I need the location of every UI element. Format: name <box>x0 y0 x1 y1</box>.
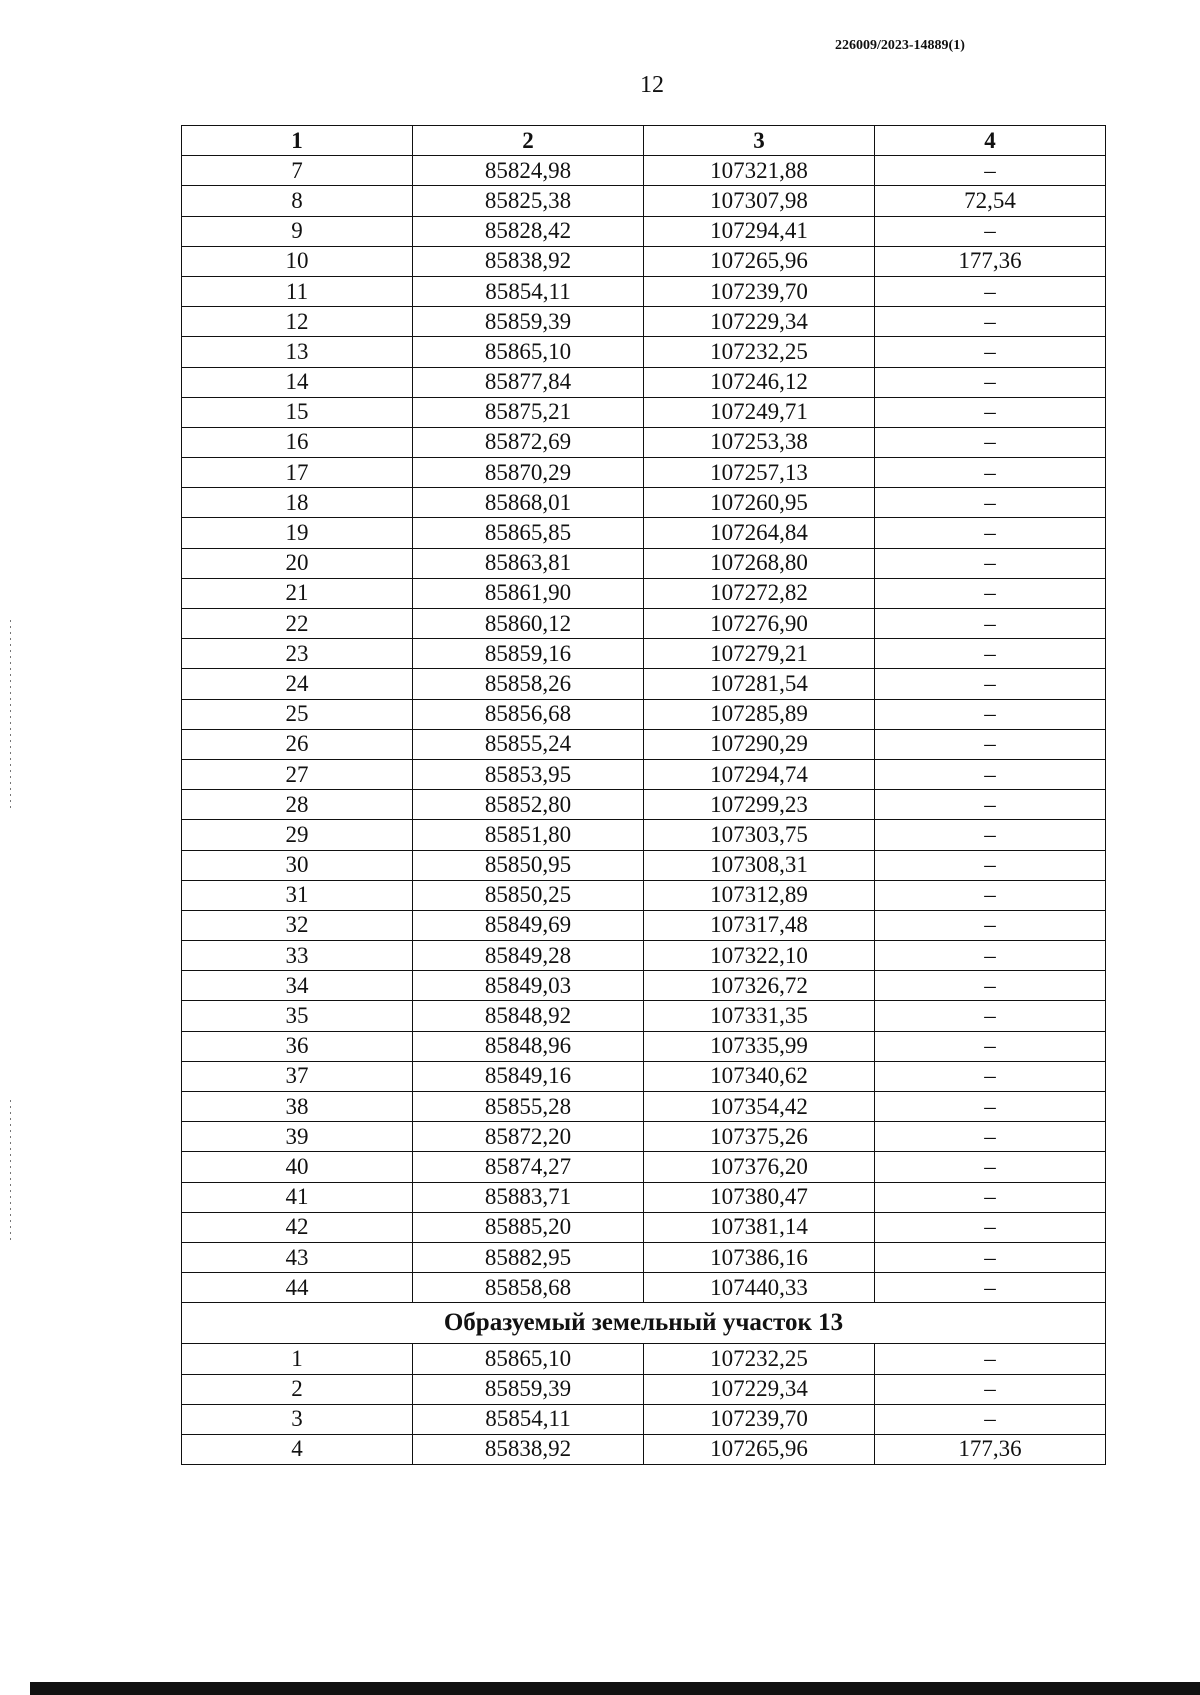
table-cell: – <box>875 1182 1106 1212</box>
table-row <box>182 488 1106 518</box>
table-row <box>182 1182 1106 1212</box>
table-cell: 20 <box>182 548 413 578</box>
scan-margin-mark <box>10 620 11 810</box>
table-cell: 107335,99 <box>644 1031 875 1061</box>
table-cell: 85825,38 <box>413 186 644 216</box>
table-cell: – <box>875 1031 1106 1061</box>
table-cell: – <box>875 1404 1106 1434</box>
table-cell: – <box>875 609 1106 639</box>
table-cell: 32 <box>182 910 413 940</box>
table-row <box>182 186 1106 216</box>
table-cell: 107294,41 <box>644 216 875 246</box>
table-cell: 85865,10 <box>413 337 644 367</box>
table-cell: 13 <box>182 337 413 367</box>
table-cell: 85849,28 <box>413 941 644 971</box>
table-cell: 19 <box>182 518 413 548</box>
table-cell: 177,36 <box>875 246 1106 276</box>
table-cell: 85883,71 <box>413 1182 644 1212</box>
table-cell: – <box>875 820 1106 850</box>
table-cell: 85851,80 <box>413 820 644 850</box>
table-cell: – <box>875 1344 1106 1374</box>
table-row <box>182 1434 1106 1464</box>
table-cell: – <box>875 458 1106 488</box>
table-cell: 107440,33 <box>644 1273 875 1303</box>
table-cell: 28 <box>182 790 413 820</box>
table-row <box>182 578 1106 608</box>
table-cell: 107272,82 <box>644 578 875 608</box>
table-row <box>182 790 1106 820</box>
table-row <box>182 910 1106 940</box>
table-cell: – <box>875 910 1106 940</box>
table-cell: 24 <box>182 669 413 699</box>
table-cell: 85865,10 <box>413 1344 644 1374</box>
table-cell: 85872,20 <box>413 1122 644 1152</box>
column-header: 1 <box>182 126 413 156</box>
table-cell: 15 <box>182 397 413 427</box>
table-cell: 107246,12 <box>644 367 875 397</box>
table-cell: 107239,70 <box>644 276 875 306</box>
table-cell: 85838,92 <box>413 1434 644 1464</box>
table-cell: 18 <box>182 488 413 518</box>
table-cell: 107303,75 <box>644 820 875 850</box>
table-row <box>182 548 1106 578</box>
table-cell: 85848,96 <box>413 1031 644 1061</box>
table-cell: – <box>875 1212 1106 1242</box>
table-cell: 31 <box>182 880 413 910</box>
table-cell: 85849,03 <box>413 971 644 1001</box>
table-cell: – <box>875 1092 1106 1122</box>
table-cell: – <box>875 759 1106 789</box>
table-cell: 29 <box>182 820 413 850</box>
table-row <box>182 759 1106 789</box>
scan-bottom-edge <box>30 1682 1200 1695</box>
table-cell: – <box>875 850 1106 880</box>
table-row <box>182 669 1106 699</box>
table-cell: 11 <box>182 276 413 306</box>
table-cell: 30 <box>182 850 413 880</box>
table-cell: – <box>875 790 1106 820</box>
table-cell: – <box>875 1242 1106 1272</box>
table-cell: 107257,13 <box>644 458 875 488</box>
table-cell: 107321,88 <box>644 156 875 186</box>
table-header-row <box>182 126 1106 156</box>
table-cell: 85863,81 <box>413 548 644 578</box>
table-row <box>182 1404 1106 1434</box>
table-row <box>182 1001 1106 1031</box>
document-number: 226009/2023-14889(1) <box>835 38 965 53</box>
table-cell: 85850,95 <box>413 850 644 880</box>
table-cell: 16 <box>182 427 413 457</box>
table-cell: 85858,26 <box>413 669 644 699</box>
table-cell: 85874,27 <box>413 1152 644 1182</box>
table-cell: 40 <box>182 1152 413 1182</box>
table-cell: 107264,84 <box>644 518 875 548</box>
table-cell: 44 <box>182 1273 413 1303</box>
table-cell: 85849,69 <box>413 910 644 940</box>
table-cell: 34 <box>182 971 413 1001</box>
table-cell: 85855,24 <box>413 729 644 759</box>
table-cell: – <box>875 307 1106 337</box>
table-cell: 107279,21 <box>644 639 875 669</box>
table-cell: 107281,54 <box>644 669 875 699</box>
table-cell: 107232,25 <box>644 337 875 367</box>
scan-margin-mark <box>10 1100 11 1240</box>
table-cell: 85859,39 <box>413 307 644 337</box>
table-row <box>182 397 1106 427</box>
table-cell: 72,54 <box>875 186 1106 216</box>
table-row <box>182 850 1106 880</box>
table-cell: 107294,74 <box>644 759 875 789</box>
table-cell: – <box>875 1152 1106 1182</box>
table-cell: – <box>875 729 1106 759</box>
table-cell: 12 <box>182 307 413 337</box>
table-cell: 3 <box>182 1404 413 1434</box>
table-cell: 85824,98 <box>413 156 644 186</box>
table-cell: 107380,47 <box>644 1182 875 1212</box>
table-cell: – <box>875 669 1106 699</box>
table-cell: 1 <box>182 1344 413 1374</box>
table-row <box>182 1374 1106 1404</box>
table-row <box>182 971 1106 1001</box>
table-cell: 107308,31 <box>644 850 875 880</box>
table-cell: 85838,92 <box>413 246 644 276</box>
table-row <box>182 1061 1106 1091</box>
table-cell: 107386,16 <box>644 1242 875 1272</box>
table-cell: 107322,10 <box>644 941 875 971</box>
table-cell: 9 <box>182 216 413 246</box>
table-row <box>182 1122 1106 1152</box>
table-cell: 107276,90 <box>644 609 875 639</box>
table-cell: – <box>875 216 1106 246</box>
table-row <box>182 518 1106 548</box>
table-cell: 85828,42 <box>413 216 644 246</box>
table-cell: 85885,20 <box>413 1212 644 1242</box>
table-cell: 107307,98 <box>644 186 875 216</box>
table-cell: 107265,96 <box>644 246 875 276</box>
table-cell: 85859,16 <box>413 639 644 669</box>
table-cell: – <box>875 337 1106 367</box>
table-cell: 43 <box>182 1242 413 1272</box>
table-cell: 7 <box>182 156 413 186</box>
table-cell: – <box>875 276 1106 306</box>
table-row <box>182 427 1106 457</box>
page-number: 12 <box>640 72 664 98</box>
table-row <box>182 1092 1106 1122</box>
table-cell: 85853,95 <box>413 759 644 789</box>
table-cell: – <box>875 1273 1106 1303</box>
table-row <box>182 699 1106 729</box>
table-cell: 85856,68 <box>413 699 644 729</box>
table-cell: 4 <box>182 1434 413 1464</box>
table-cell: 42 <box>182 1212 413 1242</box>
table-cell: – <box>875 367 1106 397</box>
table-cell: 107253,38 <box>644 427 875 457</box>
table-cell: 36 <box>182 1031 413 1061</box>
table-cell: 85860,12 <box>413 609 644 639</box>
table-cell: 85861,90 <box>413 578 644 608</box>
table-cell: 37 <box>182 1061 413 1091</box>
table-cell: 107354,42 <box>644 1092 875 1122</box>
table-cell: 85868,01 <box>413 488 644 518</box>
table-cell: 21 <box>182 578 413 608</box>
table-cell: – <box>875 971 1106 1001</box>
table-row <box>182 1031 1106 1061</box>
table-cell: – <box>875 1122 1106 1152</box>
table-row <box>182 307 1106 337</box>
table-cell: – <box>875 941 1106 971</box>
column-header: 4 <box>875 126 1106 156</box>
table-row <box>182 1344 1106 1374</box>
table-cell: 85858,68 <box>413 1273 644 1303</box>
table-cell: 85855,28 <box>413 1092 644 1122</box>
table-cell: 27 <box>182 759 413 789</box>
table-cell: – <box>875 156 1106 186</box>
table-row <box>182 367 1106 397</box>
table-body <box>182 156 1106 1465</box>
section-title: Образуемый земельный участок 13 <box>182 1303 1106 1344</box>
table-row <box>182 1273 1106 1303</box>
table-row <box>182 1242 1106 1272</box>
table-cell: – <box>875 1001 1106 1031</box>
table-cell: 17 <box>182 458 413 488</box>
table-row <box>182 609 1106 639</box>
table-cell: 85870,29 <box>413 458 644 488</box>
table-cell: 85882,95 <box>413 1242 644 1272</box>
table-cell: – <box>875 639 1106 669</box>
table-cell: – <box>875 578 1106 608</box>
table-cell: 39 <box>182 1122 413 1152</box>
table-row <box>182 1212 1106 1242</box>
table-cell: – <box>875 1374 1106 1404</box>
table-cell: 107232,25 <box>644 1344 875 1374</box>
section-title-row <box>182 1303 1106 1344</box>
table-cell: 177,36 <box>875 1434 1106 1464</box>
table-cell: 107340,62 <box>644 1061 875 1091</box>
table-cell: 107312,89 <box>644 880 875 910</box>
table-cell: 107260,95 <box>644 488 875 518</box>
table-cell: 23 <box>182 639 413 669</box>
table-row <box>182 458 1106 488</box>
table-cell: 85854,11 <box>413 276 644 306</box>
table-row <box>182 941 1106 971</box>
table-cell: 85852,80 <box>413 790 644 820</box>
table-cell: 25 <box>182 699 413 729</box>
table-cell: 10 <box>182 246 413 276</box>
table-cell: 41 <box>182 1182 413 1212</box>
table-cell: 85872,69 <box>413 427 644 457</box>
table-cell: 26 <box>182 729 413 759</box>
table-cell: 107229,34 <box>644 307 875 337</box>
table-cell: 107249,71 <box>644 397 875 427</box>
table-cell: 85848,92 <box>413 1001 644 1031</box>
table-cell: 107229,34 <box>644 1374 875 1404</box>
table-cell: 107285,89 <box>644 699 875 729</box>
table-cell: 85859,39 <box>413 1374 644 1404</box>
table-cell: 85865,85 <box>413 518 644 548</box>
table-row <box>182 639 1106 669</box>
table-cell: 107299,23 <box>644 790 875 820</box>
table-cell: 107331,35 <box>644 1001 875 1031</box>
table-cell: 14 <box>182 367 413 397</box>
table-cell: 107375,26 <box>644 1122 875 1152</box>
table-cell: 107326,72 <box>644 971 875 1001</box>
table-row <box>182 156 1106 186</box>
table-cell: – <box>875 518 1106 548</box>
table-cell: – <box>875 397 1106 427</box>
table-cell: 85849,16 <box>413 1061 644 1091</box>
table-cell: 107265,96 <box>644 1434 875 1464</box>
column-header: 2 <box>413 126 644 156</box>
coordinates-table <box>181 125 1106 1465</box>
table-cell: 33 <box>182 941 413 971</box>
table-cell: – <box>875 1061 1106 1091</box>
table-cell: 22 <box>182 609 413 639</box>
table-row <box>182 880 1106 910</box>
table-cell: 2 <box>182 1374 413 1404</box>
table-cell: 85877,84 <box>413 367 644 397</box>
table-row <box>182 276 1106 306</box>
table-cell: 85875,21 <box>413 397 644 427</box>
table-row <box>182 216 1106 246</box>
table-cell: – <box>875 880 1106 910</box>
table-row <box>182 729 1106 759</box>
table-cell: 85854,11 <box>413 1404 644 1434</box>
table-cell: 85850,25 <box>413 880 644 910</box>
table-cell: 38 <box>182 1092 413 1122</box>
table-cell: – <box>875 427 1106 457</box>
column-header: 3 <box>644 126 875 156</box>
table-cell: 107268,80 <box>644 548 875 578</box>
table-cell: 107376,20 <box>644 1152 875 1182</box>
table-cell: – <box>875 488 1106 518</box>
table-cell: 35 <box>182 1001 413 1031</box>
table-cell: 8 <box>182 186 413 216</box>
table-row <box>182 820 1106 850</box>
table-cell: 107381,14 <box>644 1212 875 1242</box>
table-cell: 107290,29 <box>644 729 875 759</box>
table-cell: – <box>875 699 1106 729</box>
table-row <box>182 337 1106 367</box>
table-cell: 107239,70 <box>644 1404 875 1434</box>
table-cell: – <box>875 548 1106 578</box>
table-row <box>182 1152 1106 1182</box>
table-cell: 107317,48 <box>644 910 875 940</box>
table-row <box>182 246 1106 276</box>
